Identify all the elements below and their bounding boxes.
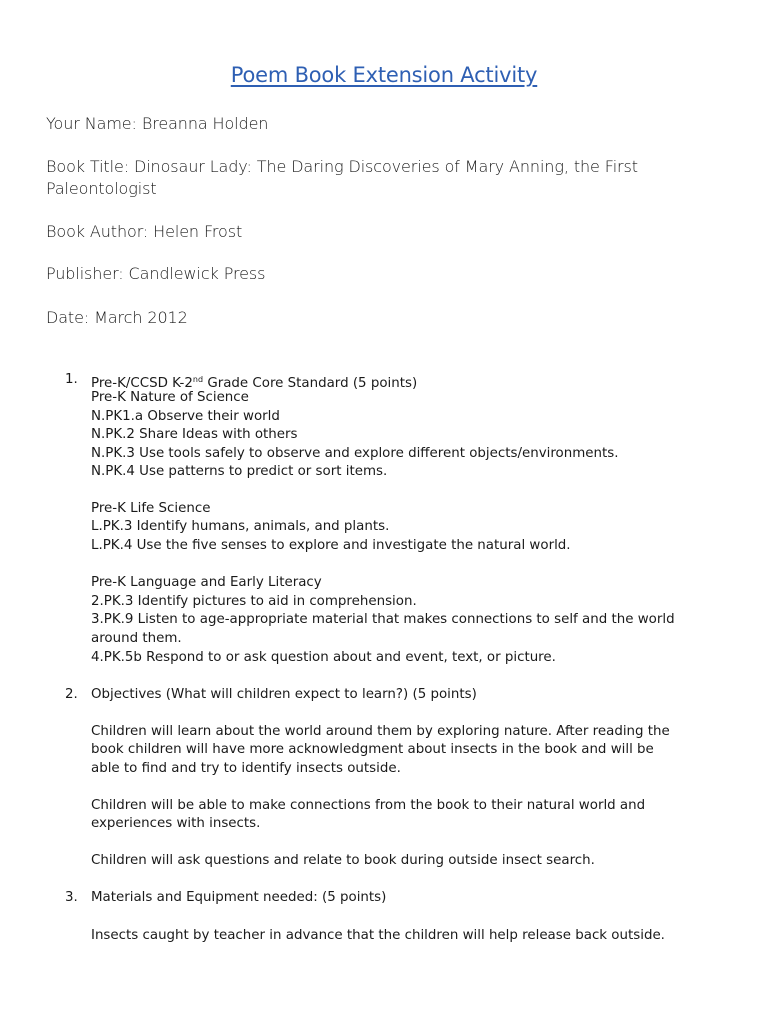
section-number: 3. xyxy=(65,890,78,905)
section3-heading: Materials and Equipment needed: (5 points) xyxy=(91,890,387,905)
date-field: Date: March 2012 xyxy=(46,308,188,327)
standard-line: L.PK.3 Identify humans, animals, and plants. xyxy=(91,519,390,534)
paragraph-line: able to find and try to identify insects outside. xyxy=(91,761,401,776)
publisher-field: Publisher: Candlewick Press xyxy=(46,264,266,283)
name-field: Your Name: Breanna Holden xyxy=(46,114,269,133)
standard-line: 3.PK.9 Listen to age-appropriate material that makes connections to self and the world xyxy=(91,612,675,627)
paragraph-line: Children will learn about the world around them by exploring nature. After reading the xyxy=(91,724,670,739)
paragraph-line: experiences with insects. xyxy=(91,816,261,831)
document-title: Poem Book Extension Activity xyxy=(230,63,538,87)
standard-line: 2.PK.3 Identify pictures to aid in comprehension. xyxy=(91,594,417,609)
standard-line: Pre-K Life Science xyxy=(91,501,211,516)
book-title-field-line2: Paleontologist xyxy=(46,179,157,198)
paragraph-line: book children will have more acknowledgment about insects in the book and will be xyxy=(91,742,654,757)
superscript: nd xyxy=(192,375,204,384)
standard-line: around them. xyxy=(91,631,182,646)
standard-line: L.PK.4 Use the five senses to explore and investigate the natural world. xyxy=(91,538,571,553)
standard-line: Pre-K Nature of Science xyxy=(91,390,249,405)
paragraph-line: Insects caught by teacher in advance that the children will help release back outside. xyxy=(91,928,665,943)
standard-line: 4.PK.5b Respond to or ask question about and event, text, or picture. xyxy=(91,650,556,665)
section1-heading: Pre-K/CCSD K-2nd Grade Core Standard (5 points) xyxy=(91,375,418,391)
standard-line: N.PK.4 Use patterns to predict or sort items. xyxy=(91,464,388,479)
author-field: Book Author: Helen Frost xyxy=(46,222,243,241)
standard-line: Pre-K Language and Early Literacy xyxy=(91,575,322,590)
section-number: 1. xyxy=(65,372,78,387)
book-title-field-line1: Book Title: Dinosaur Lady: The Daring Discoveries of Mary Anning, the First xyxy=(46,157,638,176)
standard-line: N.PK.3 Use tools safely to observe and explore different objects/environments. xyxy=(91,446,619,461)
paragraph-line: Children will be able to make connections from the book to their natural world and xyxy=(91,798,646,813)
section-number: 2. xyxy=(65,687,78,702)
standard-line: N.PK1.a Observe their world xyxy=(91,409,280,424)
standard-line: N.PK.2 Share Ideas with others xyxy=(91,427,298,442)
section2-heading: Objectives (What will children expect to learn?) (5 points) xyxy=(91,687,477,702)
paragraph-line: Children will ask questions and relate to book during outside insect search. xyxy=(91,853,595,868)
